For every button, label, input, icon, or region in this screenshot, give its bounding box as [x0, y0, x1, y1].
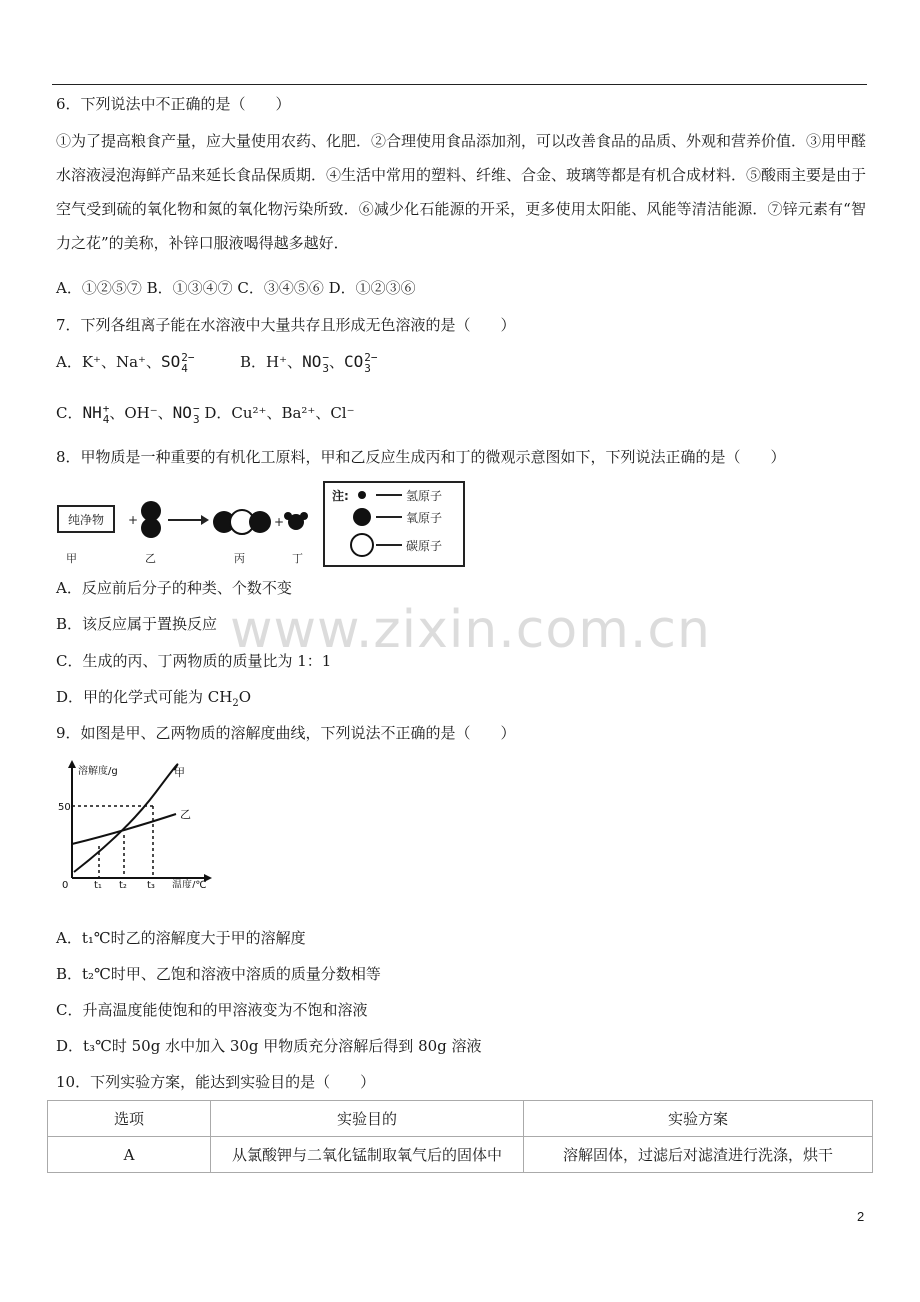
q7-option-d: D．Cu²⁺、Ba²⁺、Cl⁻ — [204, 404, 355, 422]
q9-option-b: B．t₂℃时甲、乙饱和溶液中溶质的质量分数相等 — [56, 965, 381, 983]
cell-option: A — [48, 1137, 211, 1173]
q8-stem: 8．甲物质是一种重要的有机化工原料，甲和乙反应生成丙和丁的微观示意图如下，下列说法正确的是（ ） — [56, 448, 786, 466]
box-label: 纯净物 — [67, 513, 105, 527]
q6-stem: 6．下列说法中不正确的是（ ） — [56, 95, 291, 113]
curve-label-yi: 乙 — [180, 808, 191, 821]
q7-option-c: C． — [56, 404, 83, 422]
q7-option-a: A．K⁺、Na⁺、 — [56, 353, 161, 371]
plus-sign: + — [128, 513, 139, 527]
q9-option-a: A．t₁℃时乙的溶解度大于甲的溶解度 — [56, 929, 306, 947]
y-arrow-icon — [68, 760, 76, 768]
header-rule — [52, 84, 867, 85]
q6-options: A．①②⑤⑦ B．①③④⑦ C．③④⑤⑥ D．①②③⑥ — [56, 279, 416, 297]
cell-purpose: 从氯酸钾与二氧化锰制取氧气后的固体中 — [211, 1137, 524, 1173]
cell-plan: 溶解固体，过滤后对滤渣进行洗涤，烘干 — [524, 1137, 873, 1173]
ion-nitrate: NO − 3 — [302, 350, 329, 375]
q10-stem: 10．下列实验方案，能达到实验目的是（ ） — [56, 1073, 376, 1091]
q8-option-a: A．反应前后分子的种类、个数不变 — [56, 579, 292, 597]
page-number: 2 — [857, 1209, 865, 1224]
ion-carbonate: CO 2− 3 — [343, 350, 378, 375]
tick-t1: t₁ — [94, 880, 102, 888]
experiment-table — [47, 1100, 873, 1173]
ion-nitrate-2: NO − 3 — [172, 401, 200, 426]
oxygen-atom — [141, 518, 161, 538]
origin-label: 0 — [62, 880, 69, 888]
ion-sulfate: SO 2− 4 — [160, 350, 195, 375]
oxygen-atom — [249, 511, 271, 533]
table-header-row — [48, 1101, 873, 1137]
tick-t2: t₂ — [119, 880, 127, 888]
legend-carbon: 碳原子 — [406, 539, 443, 553]
legend-carbon-symbol — [351, 534, 373, 556]
y-tick-50: 50 — [58, 802, 71, 813]
curve-label-jia: 甲 — [174, 766, 185, 779]
q7-option-b: B．H⁺、 — [240, 353, 303, 371]
header-option: 选项 — [48, 1101, 211, 1137]
q6-body: ①为了提高粮食产量，应大量使用农药、化肥．②合理使用食品添加剂，可以改善食品的品质、外观和营养价值．③用甲醛水溶液浸泡海鲜产品来延长食品保质期．④生活中常用的塑料、纤维、合金、玻璃等都是有机合成材料．⑤酸雨主要是由于空气受到硫的氧化物和氮的氧化物污染所致．⑥减少化石能源的开采，更多使用太阳能、风能等清洁能源．⑦锌元素有“智力之花”的美称，补锌口服液喝得越多越好． — [56, 132, 867, 252]
reaction-diagram — [56, 480, 476, 570]
label-yi: 乙 — [145, 552, 156, 565]
legend-oxygen: 氧原子 — [406, 511, 443, 525]
q9-stem: 9．如图是甲、乙两物质的溶解度曲线，下列说法不正确的是（ ） — [56, 724, 516, 742]
label-ding: 丁 — [292, 552, 303, 565]
q7-line1: A．K⁺、Na⁺、SO 2− 4 B．H⁺、NO − 3 、CO 2− 3 — [56, 350, 378, 375]
table-row — [48, 1137, 873, 1173]
label-bing: 丙 — [234, 552, 245, 565]
header-plan: 实验方案 — [524, 1101, 873, 1137]
q8-option-d: D．甲的化学式可能为 $CH_2O$ — [56, 688, 252, 709]
q7-line2: C．NH + 4 、OH⁻、NO − 3 D．Cu²⁺、Ba²⁺、Cl⁻ — [56, 401, 355, 426]
y-axis-label: 溶解度/g — [78, 766, 118, 777]
q8-option-b: B．该反应属于置换反应 — [56, 615, 218, 633]
plus-sign: + — [274, 515, 285, 529]
tick-t3: t₃ — [147, 880, 155, 888]
solubility-chart — [56, 758, 226, 888]
legend-hydrogen-symbol — [358, 491, 366, 499]
ion-ammonium: NH + 4 — [82, 401, 110, 426]
legend-title: 注: — [332, 489, 349, 503]
q9-option-d: D．t₃℃时 50g 水中加入 30g 甲物质充分溶解后得到 80g 溶液 — [56, 1037, 482, 1055]
q7-stem: 7．下列各组离子能在水溶液中大量共存且形成无色溶液的是（ ） — [56, 316, 516, 334]
header-purpose: 实验目的 — [211, 1101, 524, 1137]
legend-hydrogen: 氢原子 — [406, 489, 443, 503]
q8-option-c: C．生成的丙、丁两物质的质量比为 1：1 — [56, 652, 332, 670]
x-axis-label: 温度/℃ — [172, 880, 207, 888]
hydrogen-atom — [300, 512, 308, 520]
legend-oxygen-symbol — [353, 508, 371, 526]
arrow-head-icon — [201, 515, 209, 525]
q9-option-c: C．升高温度能使饱和的甲溶液变为不饱和溶液 — [56, 1001, 368, 1019]
watermark: www.zixin.com.cn — [230, 600, 711, 660]
label-jia: 甲 — [66, 552, 77, 565]
